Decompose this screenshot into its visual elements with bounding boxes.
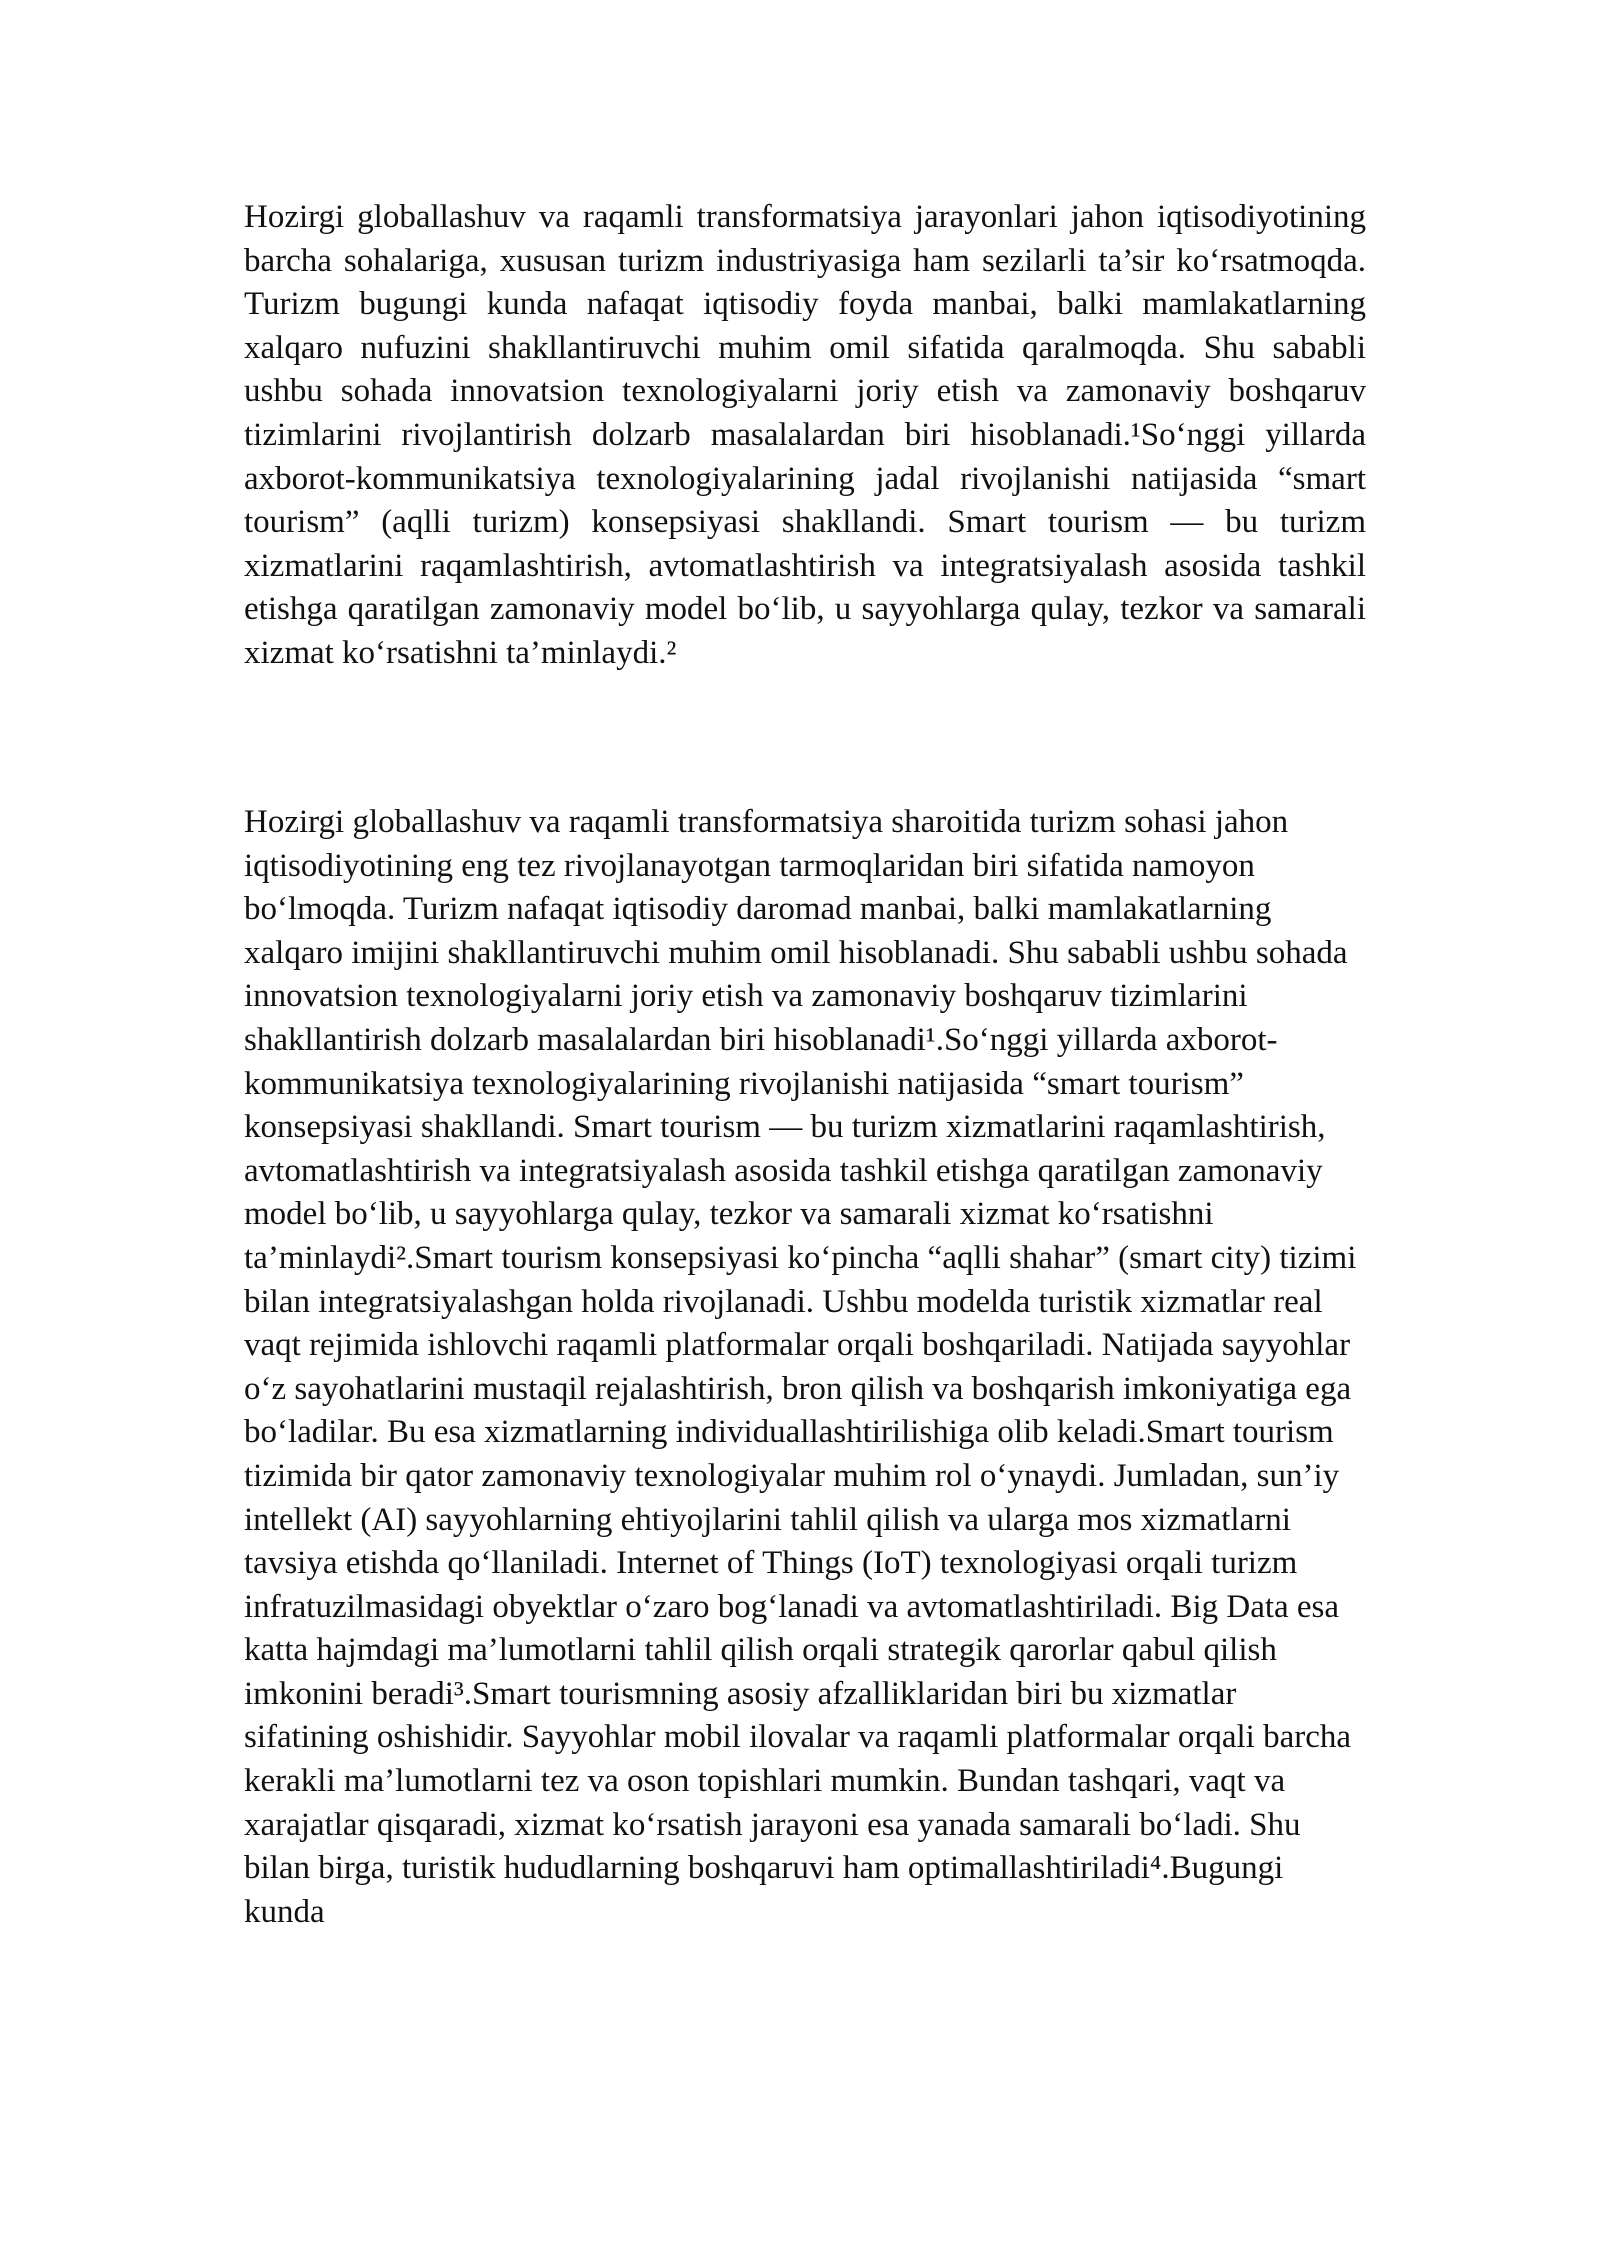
paragraph-intro: Hozirgi globallashuv va raqamli transformatsiya jarayonlari jahon iqtisodiyotining barcha sohalariga, xususan turizm industriyasiga ham sezilarli ta’sir ko‘rsatmoqda. Turizm bugungi kunda nafaqat iqtisodiy foyda manbai, balki mamlakatlarning xalqaro nufuzini shakllantiruvchi muhim omil sifatida qaralmoqda. Shu sababli ushbu sohada innovatsion texnologiyalarni joriy etish va zamonaviy boshqaruv tizimlarini rivojlantirish dolzarb masalalardan biri hisoblanadi.¹So‘nggi yillarda axborot-kommunikatsiya texnologiyalarining jadal rivojlanishi natijasida “smart tourism” (aqlli turizm) konsepsiyasi shakllandi. Smart tourism — bu turizm xizmatlarini raqamlashtirish, avtomatlashtirish va integratsiyalash asosida tashkil etishga qaratilgan zamonaviy model bo‘lib, u sayyohlarga qulay, tezkor va samarali xizmat ko‘rsatishni ta’minlaydi.² [244, 199, 1366, 671]
paragraph-main: Hozirgi globallashuv va raqamli transformatsiya sharoitida turizm sohasi jahon iqtisodiyotining eng tez rivojlanayotgan tarmoqlaridan biri sifatida namoyon bo‘lmoqda. Turizm nafaqat iqtisodiy daromad manbai, balki mamlakatlarning xalqaro imijini shakllantiruvchi muhim omil hisoblanadi. Shu sababli ushbu sohada innovatsion texnologiyalarni joriy etish va zamonaviy boshqaruv tizimlarini shakllantirish dolzarb masalalardan biri hisoblanadi¹.So‘nggi yillarda axborot-kommunikatsiya texnologiyalarining rivojlanishi natijasida “smart tourism” konsepsiyasi shakllandi. Smart tourism — bu turizm xizmatlarini raqamlashtirish, avtomatlashtirish va integratsiyalash asosida tashkil etishga qaratilgan zamonaviy model bo‘lib, u sayyohlarga qulay, tezkor va samarali xizmat ko‘rsatishni ta’minlaydi².Smart tourism konsepsiyasi ko‘pincha “aqlli shahar” (smart city) tizimi bilan integratsiyalashgan holda rivojlanadi. Ushbu modelda turistik xizmatlar real vaqt rejimida ishlovchi raqamli platformalar orqali boshqariladi. Natijada sayyohlar o‘z sayohatlarini mustaqil rejalashtirish, bron qilish va boshqarish imkoniyatiga ega bo‘ladilar. Bu esa xizmatlarning individuallashtirilishiga olib keladi.Smart tourism tizimida bir qator zamonaviy texnologiyalar muhim rol o‘ynaydi. Jumladan, sun’iy intellekt (AI) sayyohlarning ehtiyojlarini tahlil qilish va ularga mos xizmatlarni tavsiya etishda qo‘llaniladi. Internet of Things (IoT) texnologiyasi orqali turizm infratuzilmasidagi obyektlar o‘zaro bog‘lanadi va avtomatlashtiriladi. Big Data esa katta hajmdagi ma’lumotlarni tahlil qilish orqali strategik qarorlar qabul qilish imkonini beradi³.Smart tourismning asosiy afzalliklaridan biri bu xizmatlar sifatining oshishidir. Sayyohlar mobil ilovalar va raqamli platformalar orqali barcha kerakli ma’lumotlarni tez va oson topishlari mumkin. Bundan tashqari, vaqt va xarajatlar qisqaradi, xizmat ko‘rsatish jarayoni esa yanada samarali bo‘ladi. Shu bilan birga, turistik hududlarning boshqaruvi ham optimallashtiriladi⁴.Bugungi kunda [244, 804, 1357, 1930]
